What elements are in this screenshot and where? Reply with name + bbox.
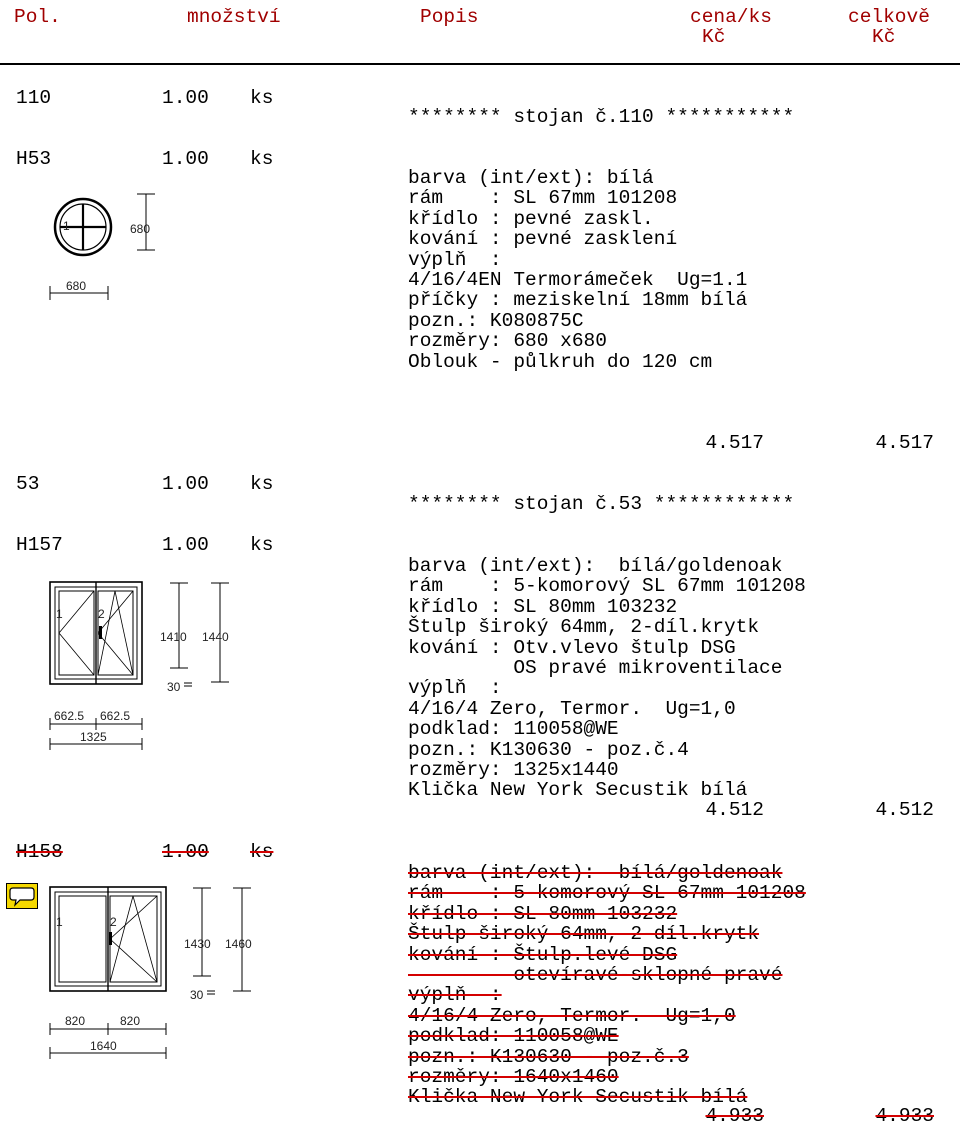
description-line: křídlo : SL 80mm 103232 — [408, 595, 678, 618]
description-line: příčky : meziskelní 18mm bílá — [408, 289, 748, 312]
sash-number: 2 — [110, 915, 117, 929]
total-width-dimension: 1640 — [90, 1039, 117, 1053]
item-total: 4.933 — [875, 1105, 934, 1127]
description-line: rám : 5-komorový SL 67mm 101208 — [408, 575, 806, 598]
header-rule — [0, 63, 960, 65]
width-dimension: 820 — [120, 1014, 141, 1028]
description-line: 4/16/4EN Termorámeček Ug=1.1 — [408, 268, 748, 291]
stojan-unit: ks — [250, 87, 274, 109]
stojan-quantity: 1.00 — [162, 473, 209, 495]
item-quantity: 1.00 — [162, 148, 209, 170]
description-line: výplň : — [408, 984, 502, 1007]
description-line: Štulp široký 64mm, 2-díl.krytk — [408, 616, 760, 639]
stojan-number: 110 — [16, 87, 52, 109]
stojan-title: ******** stojan č.53 ************ — [408, 493, 795, 515]
item-description — [408, 168, 747, 372]
description-line: pozn.: K130630 - poz.č.3 — [408, 1045, 689, 1068]
item-unit: ks — [250, 534, 274, 556]
sash-number: 2 — [98, 607, 105, 621]
column-header-cena-unit: Kč — [702, 26, 726, 48]
item-total: 4.512 — [875, 799, 934, 821]
description-line: Oblouk - půlkruh do 120 cm — [408, 350, 713, 373]
column-header-cena: cena/ks — [690, 6, 772, 28]
window-drawing-h158 — [0, 880, 270, 1060]
item-code: H157 — [16, 534, 63, 556]
description-line: Klička New York Secustik bílá — [408, 779, 748, 802]
height-dimension: 1430 — [184, 937, 211, 951]
stojan-title: ******** stojan č.110 *********** — [408, 106, 795, 128]
height-dimension: 1410 — [160, 630, 187, 644]
width-dimension: 662.5 — [54, 709, 85, 723]
description-line: barva (int/ext): bílá — [408, 167, 654, 189]
description-line: pozn.: K080875C — [408, 309, 584, 332]
sash-number: 1 — [63, 219, 70, 233]
description-line: podklad: 110058@WE — [408, 1025, 619, 1048]
stojan-number: 53 — [16, 473, 40, 495]
column-header-celkove: celkově — [848, 6, 930, 28]
item-description — [408, 556, 806, 801]
item-code: H158 — [16, 841, 63, 863]
description-line: kování : Štulp.levé DSG — [408, 943, 678, 966]
item-unit: ks — [250, 148, 274, 170]
window-drawing-h157 — [0, 575, 260, 755]
description-line: rám : 5-komorový SL 67mm 101208 — [408, 882, 806, 905]
description-line: rozměry: 1640x1460 — [408, 1065, 619, 1088]
description-line: Klička New York Secustik bílá — [408, 1086, 748, 1109]
item-quantity: 1.00 — [162, 841, 209, 863]
width-dimension: 820 — [65, 1014, 86, 1028]
item-quantity: 1.00 — [162, 534, 209, 556]
column-header-popis: Popis — [420, 6, 479, 28]
column-header-mnozstvi: množství — [187, 6, 281, 28]
description-line: křídlo : SL 80mm 103232 — [408, 902, 678, 925]
stojan-unit: ks — [250, 473, 274, 495]
item-price: 4.512 — [705, 799, 764, 821]
description-line: OS pravé mikroventilace — [408, 656, 783, 679]
description-line: barva (int/ext): bílá/goldenoak — [408, 555, 783, 577]
column-header-pol: Pol. — [14, 6, 61, 28]
description-line: barva (int/ext): bílá/goldenoak — [408, 862, 783, 884]
width-dimension: 662.5 — [100, 709, 131, 723]
description-line: rozměry: 680 x680 — [408, 330, 607, 353]
description-line: rozměry: 1325x1440 — [408, 758, 619, 781]
description-line: otevíravé-sklopné pravé — [408, 963, 783, 986]
description-line: Štulp široký 64mm, 2-díl.krytk — [408, 923, 760, 946]
item-price: 4.517 — [705, 432, 764, 454]
total-width-dimension: 1325 — [80, 730, 107, 744]
description-line: rám : SL 67mm 101208 — [408, 187, 678, 210]
item-total: 4.517 — [875, 432, 934, 454]
height-dimension: 1460 — [225, 937, 252, 951]
description-line: kování : pevné zasklení — [408, 228, 678, 251]
window-drawing-h53 — [0, 180, 200, 320]
description-line: kování : Otv.vlevo štulp DSG — [408, 636, 736, 659]
sash-number: 1 — [56, 915, 63, 929]
sill-dimension: 30 — [167, 680, 181, 694]
description-line: 4/16/4 Zero, Termor. Ug=1,0 — [408, 1004, 736, 1027]
description-line: výplň : — [408, 677, 502, 700]
stojan-quantity: 1.00 — [162, 87, 209, 109]
column-header-celkove-unit: Kč — [872, 26, 896, 48]
description-line: pozn.: K130630 - poz.č.4 — [408, 738, 689, 761]
description-line: výplň : — [408, 248, 502, 271]
width-dimension: 680 — [66, 279, 87, 293]
item-description — [408, 863, 806, 1108]
item-unit: ks — [250, 841, 274, 863]
height-dimension: 1440 — [202, 630, 229, 644]
sill-dimension: 30 — [190, 988, 204, 1002]
height-dimension: 680 — [130, 222, 151, 236]
sash-number: 1 — [56, 607, 63, 621]
item-price: 4.933 — [705, 1105, 764, 1127]
description-line: 4/16/4 Zero, Termor. Ug=1,0 — [408, 697, 736, 720]
item-code: H53 — [16, 148, 52, 170]
description-line: křídlo : pevné zaskl. — [408, 207, 654, 230]
description-line: podklad: 110058@WE — [408, 718, 619, 741]
